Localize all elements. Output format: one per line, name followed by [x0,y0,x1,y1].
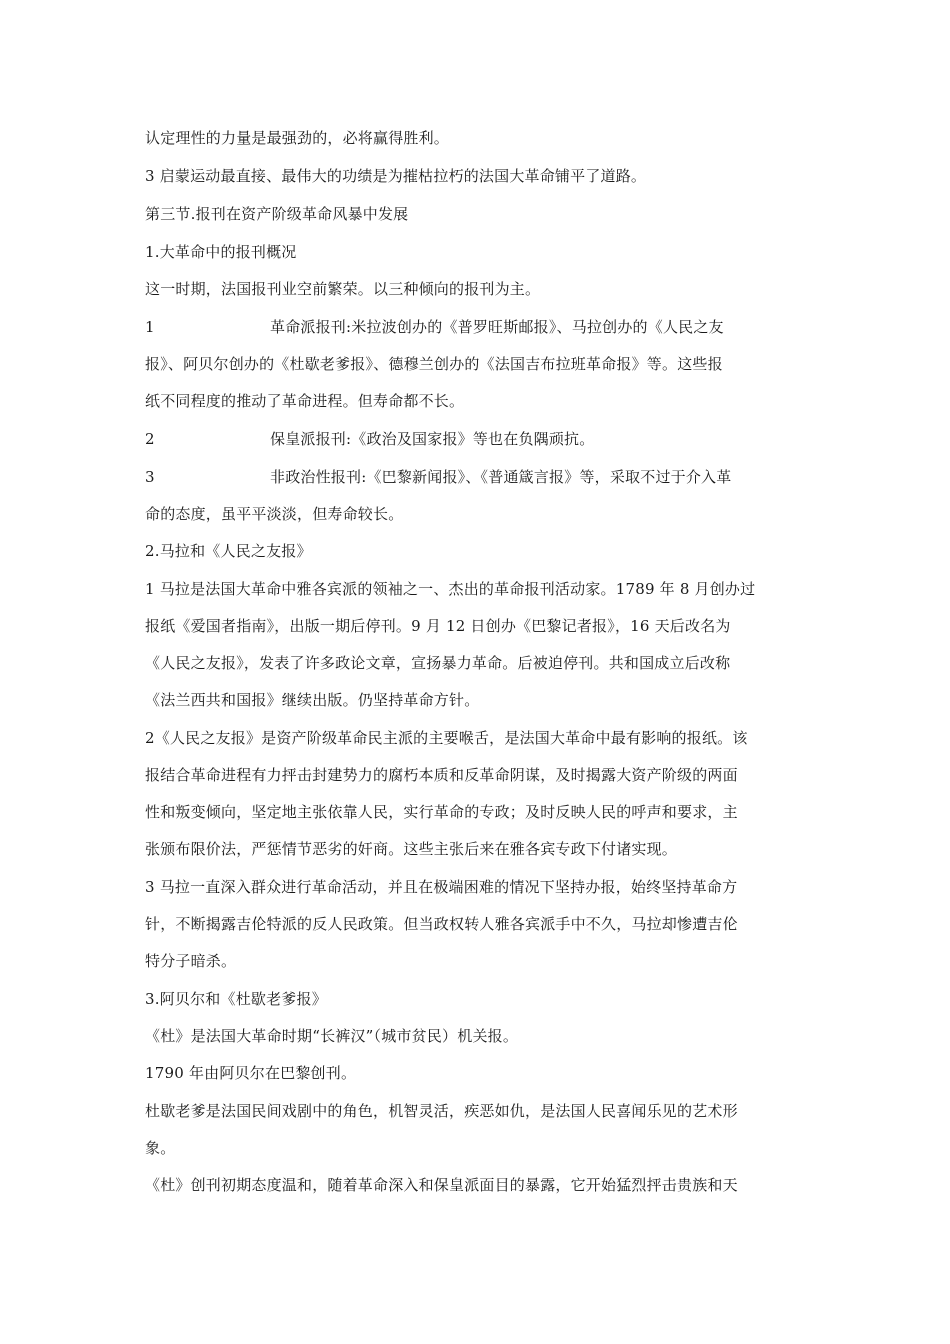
paragraph-line: 《法兰西共和国报》继续出版。仍坚持革命方针。 [145,691,480,709]
paragraph-line: 这一时期，法国报刊业空前繁荣。以三种倾向的报刊为主。 [145,280,541,298]
paragraph-line: 《杜》是法国大革命时期“长裤汉”（城市贫民）机关报。 [145,1027,519,1045]
list-item [145,467,813,487]
list-number: 2 [145,430,155,448]
list-item-text: 革命派报刊:米拉波创办的《普罗旺斯邮报》、马拉创办的《人民之友 [270,318,724,336]
paragraph-line: 1 马拉是法国大革命中雅各宾派的领袖之一、杰出的革命报刊活动家。1789 年 8 月创办过 [145,580,756,598]
paragraph-line: 命的态度，虽平平淡淡，但寿命较长。 [145,505,404,523]
subsection-heading: 3.阿贝尔和《杜歇老爹报》 [145,990,327,1008]
list-item [145,429,813,449]
paragraph-line: 2《人民之友报》是资产阶级革命民主派的主要喉舌，是法国大革命中最有影响的报纸。该 [145,729,748,747]
list-number: 3 [145,468,155,486]
paragraph-line: 报》、阿贝尔创办的《杜歇老爹报》、德穆兰创办的《法国吉布拉班革命报》等。这些报 [145,355,723,373]
subsection-heading: 2.马拉和《人民之友报》 [145,542,312,560]
paragraph-line: 1790 年由阿贝尔在巴黎创刊。 [145,1064,357,1082]
paragraph-line: 《杜》创刊初期态度温和，随着革命深入和保皇派面目的暴露，它开始猛烈抨击贵族和天 [145,1176,738,1194]
paragraph-line: 象。 [145,1139,176,1157]
section-heading: 第三节.报刊在资产阶级革命风暴中发展 [145,205,409,223]
subsection-heading: 1.大革命中的报刊概况 [145,243,297,261]
paragraph-line: 报结合革命进程有力抨击封建势力的腐朽本质和反革命阴谋，及时揭露大资产阶级的两面 [145,766,738,784]
paragraph-line: 3 启蒙运动最直接、最伟大的功绩是为摧枯拉朽的法国大革命铺平了道路。 [145,167,647,185]
paragraph-line: 认定理性的力量是最强劲的，必将赢得胜利。 [145,129,450,147]
list-number: 1 [145,318,155,336]
list-item-text: 非政治性报刊:《巴黎新闻报》、《普通箴言报》等，采取不过于介入革 [270,468,732,486]
paragraph-line: 杜歇老爹是法国民间戏剧中的角色，机智灵活，疾恶如仇，是法国人民喜闻乐见的艺术形 [145,1102,738,1120]
paragraph-line: 张颁布限价法，严惩情节恶劣的奸商。这些主张后来在雅各宾专政下付诸实现。 [145,840,678,858]
paragraph-line: 特分子暗杀。 [145,952,237,970]
paragraph-line: 3 马拉一直深入群众进行革命活动，并且在极端困难的情况下坚持办报，始终坚持革命方 [145,878,738,896]
paragraph-line: 《人民之友报》，发表了许多政论文章，宣扬暴力革命。后被迫停刊。共和国成立后改称 [145,654,731,672]
paragraph-line: 针，不断揭露吉伦特派的反人民政策。但当政权转人雅各宾派手中不久，马拉却惨遭吉伦 [145,915,738,933]
paragraph-line: 报纸《爱国者指南》，出版一期后停刊。9 月 12 日创办《巴黎记者报》，16 天后改名为 [145,617,731,635]
list-item-text: 保皇派报刊:《政治及国家报》等也在负隅顽抗。 [270,430,595,448]
paragraph-line: 纸不同程度的推动了革命进程。但寿命都不长。 [145,392,465,410]
paragraph-line: 性和叛变倾向，坚定地主张依靠人民，实行革命的专政；及时反映人民的呼声和要求，主 [145,803,738,821]
list-item [145,317,813,337]
